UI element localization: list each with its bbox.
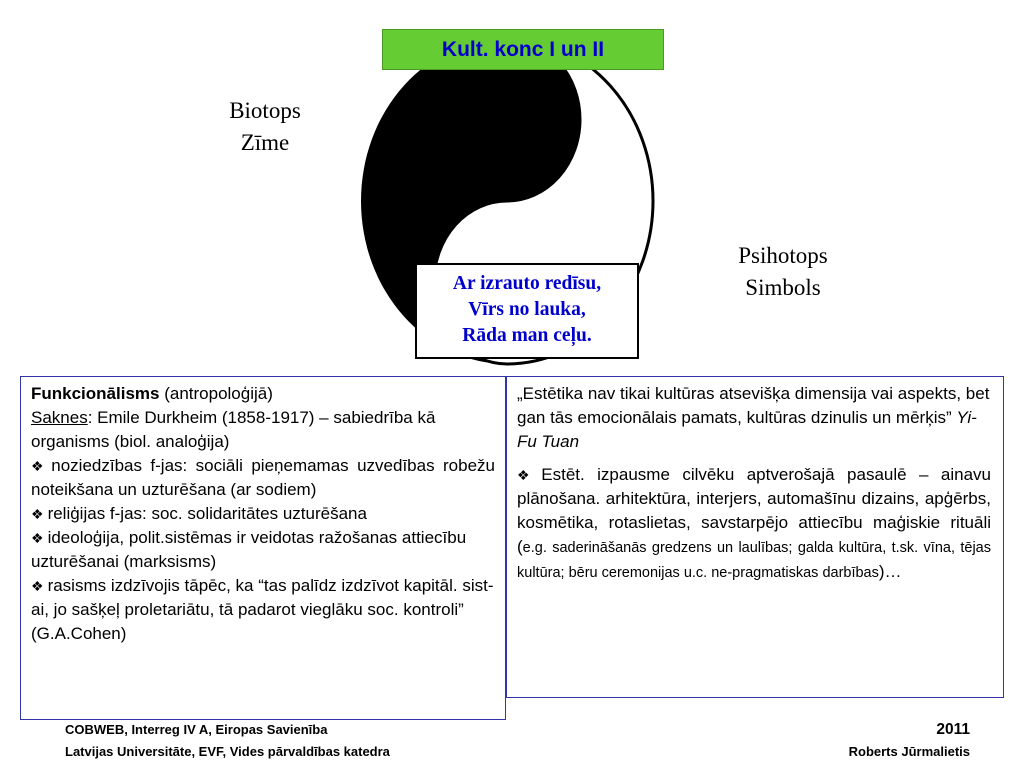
functionalism-heading-line: [31, 382, 495, 406]
bullet-text: reliģijas f-jas: soc. solidaritātes uzturēšana: [47, 504, 367, 523]
haiku-line1: Ar izrauto redīsu,: [452, 273, 602, 294]
diamond-bullet-icon: ❖: [31, 578, 44, 594]
list-item: [31, 502, 495, 526]
psihotops-line1: Psihotops: [738, 243, 828, 268]
bullet-text: ideoloģija, polit.sistēmas ir veidotas ražošanas attiecību uzturēšanai (marksisms): [31, 528, 467, 571]
roots-label: Saknes: [31, 408, 88, 427]
quote-text: „Estētika nav tikai kultūras atsevišķa dimensija vai aspekts, bet gan tās emocionālais pamats, kultūras dzinulis un mērķis”: [517, 384, 990, 427]
aesthetics-examples: e.g. saderināšanās gredzens un laulības; galda kultūra, t.sk. vīna, tējas kultūra; bēru ceremonijas u.c. ne-pragmatiskas darbības: [517, 540, 991, 581]
diamond-bullet-icon: ❖: [517, 467, 538, 483]
footer-project: COBWEB, Interreg IV A, Eiropas Savienība: [65, 722, 328, 737]
diamond-bullet-icon: ❖: [31, 458, 48, 474]
biotops-label: [190, 95, 340, 159]
roots-text: : Emile Durkheim (1858-1917) – sabiedrība kā organisms (biol. analoģija): [31, 408, 436, 451]
haiku-line2: Vīrs no lauka,: [468, 299, 586, 320]
diamond-bullet-icon: ❖: [31, 530, 44, 546]
list-item: [31, 454, 495, 502]
aesthetics-bullet-text: Estēt. izpausme cilvēku aptverošajā pasaulē – ainavu plānošana. arhitektūra, interjers, automašīnu dizains, apģērbs, kosmētika, rotaslietas, savstarpējo attiecību maģiskie rituāli (: [517, 465, 991, 556]
aesthetics-bullet-end: )…: [878, 562, 902, 581]
footer-year: 2011: [936, 721, 970, 738]
functionalism-heading-suffix: (antropoloģijā): [159, 384, 273, 403]
quote-author: Yi-Fu Tuan: [517, 408, 977, 451]
footer-left: [65, 719, 585, 763]
biotops-line1: Biotops: [229, 98, 301, 123]
list-item: [517, 463, 991, 585]
psihotops-label: [708, 240, 858, 304]
bullet-text: rasisms izdzīvojis tāpēc, ka “tas palīdz izdzīvot kapitāl. sist-ai, jo sašķeļ proletariātu, tā padarot vieglāku soc. kontroli” (G.A.Cohen): [31, 576, 494, 643]
psihotops-line2: Simbols: [745, 275, 821, 300]
haiku-line3: Rāda man ceļu.: [462, 325, 592, 346]
list-item: [31, 574, 495, 646]
footer-author: Roberts Jūrmalietis: [848, 744, 970, 759]
roots-paragraph: [31, 406, 495, 454]
footer-right: [800, 719, 970, 763]
slide-title: Kult. konc I un II: [382, 29, 664, 70]
list-item: [31, 526, 495, 574]
biotops-line2: Zīme: [240, 130, 290, 155]
bullet-text: noziedzības f-jas: sociāli pieņemamas uzvedības robežu noteikšana un uzturēšana (ar sodiem): [31, 456, 495, 499]
diamond-bullet-icon: ❖: [31, 506, 44, 522]
aesthetics-quote: [517, 382, 991, 454]
aesthetics-box: [506, 376, 1004, 698]
footer-institution: Latvijas Universitāte, EVF, Vides pārvaldības katedra: [65, 744, 390, 759]
functionalism-heading: Funkcionālisms: [31, 384, 160, 403]
haiku-box: [415, 263, 639, 359]
functionalism-box: [20, 376, 506, 720]
